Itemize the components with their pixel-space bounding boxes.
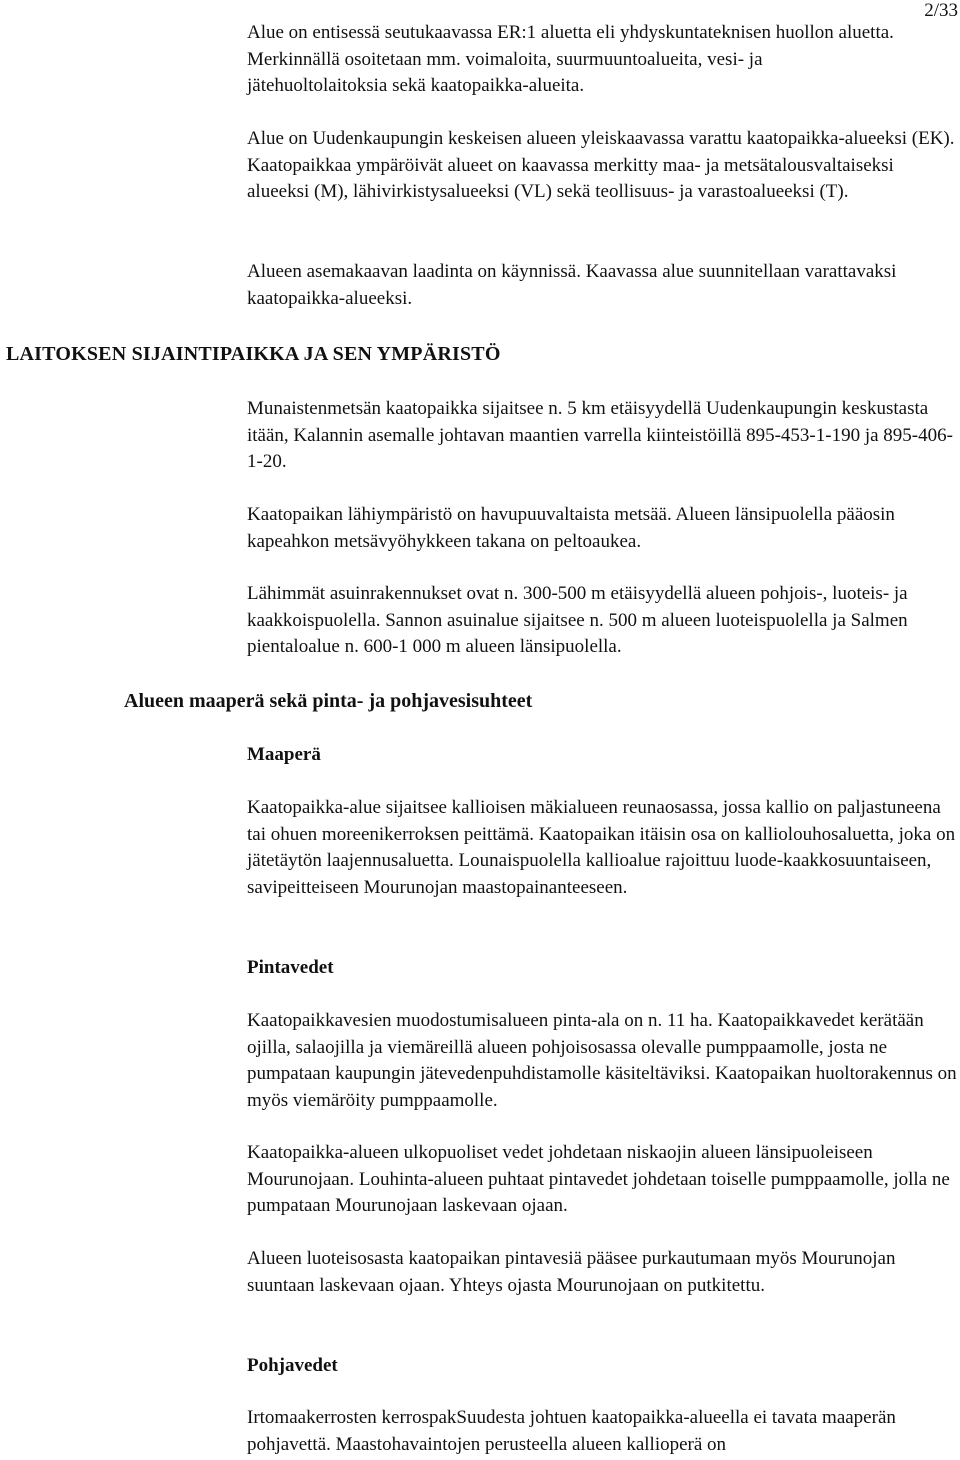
soil-paragraph-1: Kaatopaikka-alue sijaitsee kallioisen mäkialueen reunaosassa, jossa kallio on paljastuneena tai ohuen moreenikerroksen peittämä. Kaatopaikan itäisin osa on kalliolouhosaluetta, joka on jätetäytön laajennusaluetta. Lounaispuolella kallioalue rajoittuu luode-kaakkosuuntaiseen, savipeitteiseen Mourunojan maastopainanteeseen. <box>247 797 956 898</box>
soil-heading: Maaperä <box>247 744 321 765</box>
intro-paragraph-2: Alue on Uudenkaupungin keskeisen alueen yleiskaavassa varattu kaatopaikka-alueeksi (EK). Kaatopaikkaa ympäröivät alueet on kaavassa merkitty maa- ja metsätalousvaltaiseksi alueeksi (M), lähivirkistysalueeksi (VL) sekä teollisuus- ja varastoalueeksi (T). <box>247 128 955 202</box>
surface-water-paragraph-2: Kaatopaikka-alueen ulkopuoliset vedet johdetaan niskaojin alueen länsipuoleiseen Mourunojaan. Louhinta-alueen puhtaat pintavedet johdetaan toiselle pumppaamolle, jolla ne pumpataan Mourunojaan laskevaan ojaan. <box>247 1142 950 1216</box>
groundwater-heading: Pohjavedet <box>247 1355 338 1376</box>
location-paragraph-2: Kaatopaikan lähiympäristö on havupuuvaltaista metsää. Alueen länsipuolella pääosin kapeahkon metsävyöhykkeen takana on peltoaukea. <box>247 504 895 552</box>
intro-paragraph-3: Alueen asemakaavan laadinta on käynnissä. Kaavassa alue suunnitellaan varattavaksi kaatopaikka-alueeksi. <box>247 261 897 309</box>
page-number: 2/33 <box>924 0 958 21</box>
groundwater-paragraph-1: Irtomaakerrosten kerrospakSuudesta johtuen kaatopaikka-alueella ei tavata maaperän pohjavettä. Maastohavaintojen perusteella alueen kallioperä on <box>247 1407 896 1455</box>
intro-paragraph-1: Alue on entisessä seutukaavassa ER:1 aluetta eli yhdyskuntateknisen huollon aluetta. Merkinnällä osoitetaan mm. voimaloita, suurmuuntoalueita, vesi- ja jätehuoltolaitoksia sekä kaatopaikka-alueita. <box>247 22 894 96</box>
surface-water-heading: Pintavedet <box>247 957 334 978</box>
soil-water-heading: Alueen maaperä sekä pinta- ja pohjavesisuhteet <box>124 690 533 712</box>
location-paragraph-3: Lähimmät asuinrakennukset ovat n. 300-500 m etäisyydellä alueen pohjois-, luoteis- ja kaakkoispuolella. Sannon asuinalue sijaitsee n. 500 m alueen luoteispuolella ja Salmen pientaloalue n. 600-1 000 m alueen länsipuolella. <box>247 583 908 657</box>
location-paragraph-1: Munaistenmetsän kaatopaikka sijaitsee n. 5 km etäisyydellä Uudenkaupungin keskustasta itään, Kalannin asemalle johtavan maantien varrella kiinteistöillä 895-453-1-190 ja 895-406-1-20. <box>247 398 953 472</box>
surface-water-paragraph-1: Kaatopaikkavesien muodostumisalueen pinta-ala on n. 11 ha. Kaatopaikkavedet kerätään ojilla, salaojilla ja viemäreillä alueen pohjoisosassa olevalle pumppaamolle, josta ne pumpataan kaupungin jätevedenpuhdistamolle käsiteltäviksi. Kaatopaikan huoltorakennus on myös viemäröity pumppaamolle. <box>247 1010 957 1111</box>
surface-water-paragraph-3: Alueen luoteisosasta kaatopaikan pintavesiä pääsee purkautumaan myös Mourunojan suuntaan laskevaan ojaan. Yhteys ojasta Mourunojaan on putkitettu. <box>247 1248 896 1296</box>
location-heading: LAITOKSEN SIJAINTIPAIKKA JA SEN YMPÄRISTÖ <box>6 343 501 365</box>
